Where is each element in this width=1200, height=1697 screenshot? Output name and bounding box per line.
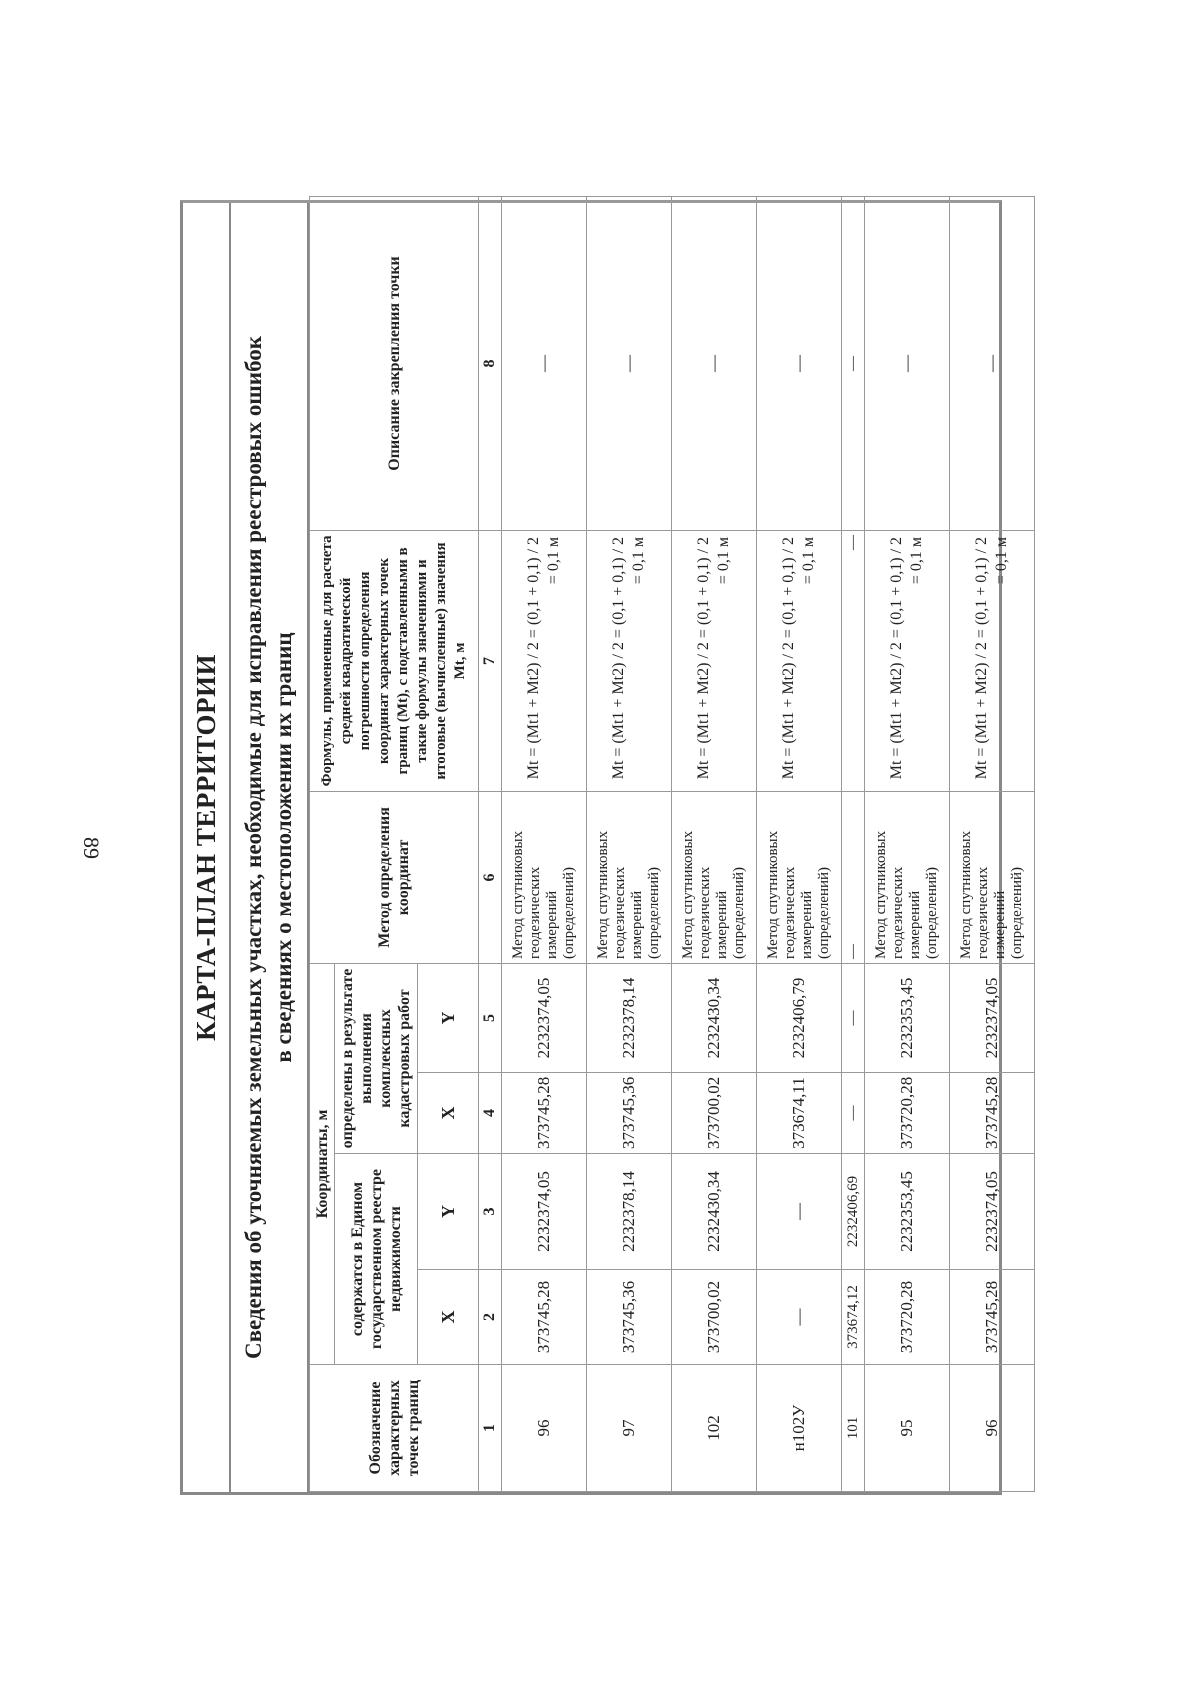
method-cell: Метод спутниковых геодезических измерений (определений) [865,791,950,963]
x-egrn-cell: 373700,02 [672,1270,757,1365]
formula-cell [502,530,587,791]
formula-text: Mt = (Mt1 + Mt2) / 2 = (0,1 + 0,1) / 2 [973,536,990,780]
y-egrn-cell: 2232353,45 [865,1154,950,1270]
y-complex-cell: 2232406,79 [757,963,842,1072]
table-row [502,196,587,1491]
formula-cell [587,530,672,791]
formula-text: Mt = (Mt1 + Mt2) / 2 = (0,1 + 0,1) / 2 [780,536,797,780]
y-complex-cell: 2232374,05 [502,963,587,1072]
x-egrn-cell: 373720,28 [865,1270,950,1365]
formula-result: = 0,1 м [993,536,1010,585]
formula-cell [672,530,757,791]
point-designation-cell: н102У [757,1365,842,1492]
formula-cell [865,530,950,791]
page-number: 89 [79,837,104,859]
y-complex-cell: 2232430,34 [672,963,757,1072]
header-x-complex: X [418,1073,479,1154]
table-row [950,196,1035,1491]
subtitle-line-2: в сведениях о местоположении их границ [271,632,296,1063]
formula-text: Mt = (Mt1 + Mt2) / 2 = (0,1 + 0,1) / 2 [610,536,627,780]
point-designation-cell: 97 [587,1365,672,1492]
header-y-egrn: Y [418,1154,479,1270]
y-complex-cell: 2232374,05 [950,963,1035,1072]
formula-text: Mt = (Mt1 + Mt2) / 2 = (0,1 + 0,1) / 2 [888,536,905,780]
x-complex-cell: 373745,28 [950,1073,1035,1154]
y-egrn-cell: 2232430,34 [672,1154,757,1270]
y-egrn-cell: 2232378,14 [587,1154,672,1270]
table-row [842,196,865,1491]
y-complex-cell: — [842,963,865,1072]
method-cell: — [842,791,865,963]
description-cell: — [502,196,587,530]
document-title: КАРТА-ПЛАН ТЕРРИТОРИИ [183,203,231,1492]
points-table-body [502,196,1035,1491]
formula-text: Mt = (Mt1 + Mt2) / 2 = (0,1 + 0,1) / 2 [525,536,542,780]
x-complex-cell: 373720,28 [865,1073,950,1154]
subtitle-line-1: Сведения об уточняемых земельных участках, необходимые для исправления реестровых ошибок [241,335,266,1360]
column-number: 1 [479,1365,502,1492]
table-row [587,196,672,1491]
y-egrn-cell: 2232374,05 [950,1154,1035,1270]
table-row [757,196,842,1491]
method-cell: Метод спутниковых геодезических измерений (определений) [672,791,757,963]
column-number: 6 [479,791,502,963]
cadastral-table-sheet [180,200,1025,1495]
x-egrn-cell: 373674,12 [842,1270,865,1365]
formula-result: = 0,1 м [800,536,817,585]
description-cell: — [587,196,672,530]
x-complex-cell: 373745,36 [587,1073,672,1154]
description-cell: — [842,196,865,530]
method-cell: Метод спутниковых геодезических измерений (определений) [587,791,672,963]
formula-cell [757,530,842,791]
column-number: 2 [479,1270,502,1365]
point-designation-cell: 96 [502,1365,587,1492]
description-cell: — [757,196,842,530]
column-number: 4 [479,1073,502,1154]
formula-text: Mt = (Mt1 + Mt2) / 2 = (0,1 + 0,1) / 2 [695,536,712,780]
description-cell: — [865,196,950,530]
header-method: Метод определения координат [310,791,479,963]
header-formulas: Формулы, примененные для расчета средней квадратической погрешности определения координат характерных точек границ (Mt), с подставленными в такие формулы значениями и итоговые (вычисленные) значения Mt, м [310,530,479,791]
point-designation-cell: 96 [950,1365,1035,1492]
column-number: 3 [479,1154,502,1270]
table-row [865,196,950,1491]
header-coordinates: Координаты, м [310,963,335,1364]
points-table [309,196,1035,1492]
description-cell: — [950,196,1035,530]
x-egrn-cell: 373745,28 [950,1270,1035,1365]
column-number: 7 [479,530,502,791]
method-cell: Метод спутниковых геодезических измерений (определений) [757,791,842,963]
y-complex-cell: 2232378,14 [587,963,672,1072]
document-subtitle [231,203,309,1492]
column-number: 8 [479,196,502,530]
formula-result: = 0,1 м [545,536,562,585]
formula-result: = 0,1 м [630,536,647,585]
x-egrn-cell: 373745,36 [587,1270,672,1365]
formula-cell [842,530,865,791]
method-cell: Метод спутниковых геодезических измерений (определений) [502,791,587,963]
x-complex-cell: 373745,28 [502,1073,587,1154]
formula-cell [950,530,1035,791]
x-egrn-cell: 373745,28 [502,1270,587,1365]
y-egrn-cell: — [757,1154,842,1270]
x-egrn-cell: — [757,1270,842,1365]
point-designation-cell: 102 [672,1365,757,1492]
formula-result: = 0,1 м [715,536,732,585]
header-description: Описание закрепления точки [310,196,479,530]
y-egrn-cell: 2232374,05 [502,1154,587,1270]
x-complex-cell: 373700,02 [672,1073,757,1154]
header-egrn: содержатся в Едином государственном реестре недвижимости [335,1154,418,1365]
point-designation-cell: 95 [865,1365,950,1492]
point-designation-cell: 101 [842,1365,865,1492]
header-complex-works: определены в результате выполнения комплексных кадастровых работ [335,963,418,1153]
x-complex-cell: 373674,11 [757,1073,842,1154]
column-number: 5 [479,963,502,1072]
method-cell: Метод спутниковых геодезических измерений (определений) [950,791,1035,963]
formula-result: = 0,1 м [908,536,925,585]
header-point-designation: Обозначение характерных точек границ [310,1365,479,1492]
x-complex-cell: — [842,1073,865,1154]
formula-text: — [845,534,861,550]
y-complex-cell: 2232353,45 [865,963,950,1072]
column-number-row [479,196,502,1491]
y-egrn-cell: 2232406,69 [842,1154,865,1270]
table-row [672,196,757,1491]
header-x-egrn: X [418,1270,479,1365]
description-cell: — [672,196,757,530]
header-y-complex: Y [418,963,479,1072]
